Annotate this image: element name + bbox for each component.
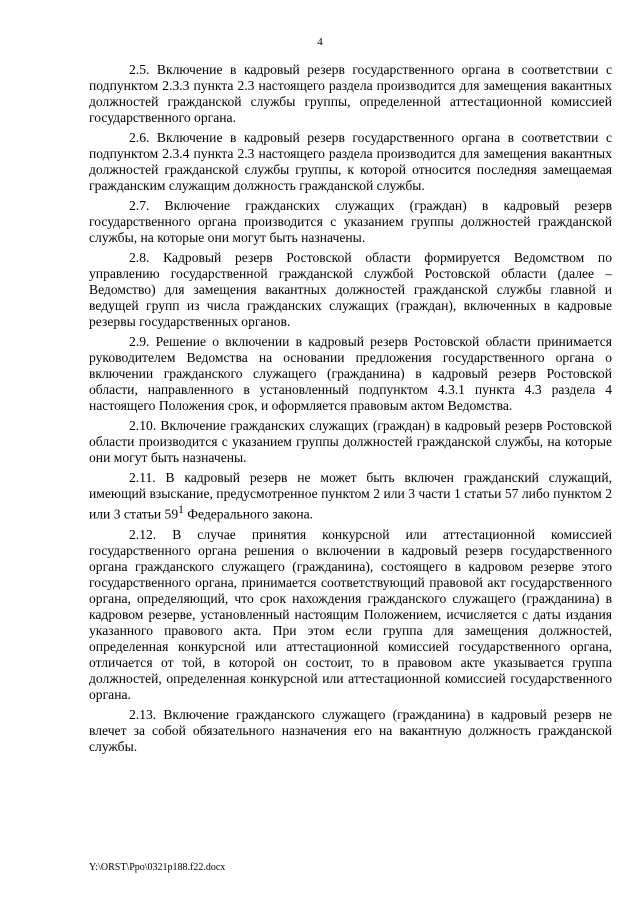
footer-file-path: Y:\ORST\Ppo\0321p188.f22.docx bbox=[89, 862, 226, 873]
document-body bbox=[89, 62, 612, 755]
paragraph-2-5: 2.5. Включение в кадровый резерв государственного органа в соответствии с подпунктом 2.3.3 пункта 2.3 настоящего раздела производится для замещения вакантных должностей гражданской службы группы, определенной аттестационной комиссией государственного органа. bbox=[89, 62, 612, 125]
paragraph-2-7: 2.7. Включение гражданских служащих (граждан) в кадровый резерв государственного органа производится с указанием группы должностей гражданской службы, на которые они могут быть назначены. bbox=[89, 198, 612, 245]
paragraph-2-6: 2.6. Включение в кадровый резерв государственного органа в соответствии с подпунктом 2.3.4 пункта 2.3 настоящего раздела производится для замещения вакантных должностей гражданской службы группы, к которой относится последняя замещаемая гражданским служащим должность гражданской службы. bbox=[89, 130, 612, 193]
paragraph-2-8: 2.8. Кадровый резерв Ростовской области формируется Ведомством по управлению государственной гражданской службой Ростовской области (далее – Ведомство) для замещения вакантных должностей гражданской службы главной и ведущей групп из числа гражданских служащих (граждан), включенных в кадровые резервы государственных органов. bbox=[89, 250, 612, 329]
page-number: 4 bbox=[317, 36, 323, 48]
paragraph-2-9: 2.9. Решение о включении в кадровый резерв Ростовской области принимается руководителем Ведомства на основании предложения государственного органа о включении гражданского служащего (гражданина) в кадровый резерв Ростовской области, направленного в установленный подпунктом 4.3.1 пункта 4.3 раздела 4 настоящего Положения срок, и оформляется правовым актом Ведомства. bbox=[89, 334, 612, 413]
paragraph-2-13: 2.13. Включение гражданского служащего (гражданина) в кадровый резерв не влечет за собой обязательного назначения его на вакантную должность гражданской службы. bbox=[89, 706, 612, 754]
paragraph-2-11: 2.11. В кадровый резерв не может быть включен гражданский служащий, имеющий взыскание, предусмотренное пунктом 2 или 3 части 1 статьи 57 либо пунктом 2 или 3 статьи $59^1$ Федерального закона. bbox=[89, 470, 612, 522]
paragraph-2-12: 2.12. В случае принятия конкурсной или аттестационной комиссией государственного органа решения о включении в кадровый резерв государственного органа гражданского служащего (гражданина), состоящего в кадровом резерве этого государственного органа, принимается соответствующий правовой акт государственного органа, определяющий, что срок нахождения гражданского служащего (гражданина) в кадровом резерве, установленный настоящим Положением, исчисляется с даты издания указанного правового акта. При этом если группа для замещения должностей, определенная конкурсной или аттестационной комиссией государственного органа, отличается от той, в которой он состоит, то в правовом акте указывается группа должностей, определенная конкурсной или аттестационной комиссией государственного органа. bbox=[89, 526, 612, 702]
superscript: 1 bbox=[178, 504, 184, 516]
paragraph-2-10: 2.10. Включение гражданских служащих (граждан) в кадровый резерв Ростовской области производится с указанием группы должностей гражданской службы, на которые они могут быть назначены. bbox=[89, 418, 612, 465]
